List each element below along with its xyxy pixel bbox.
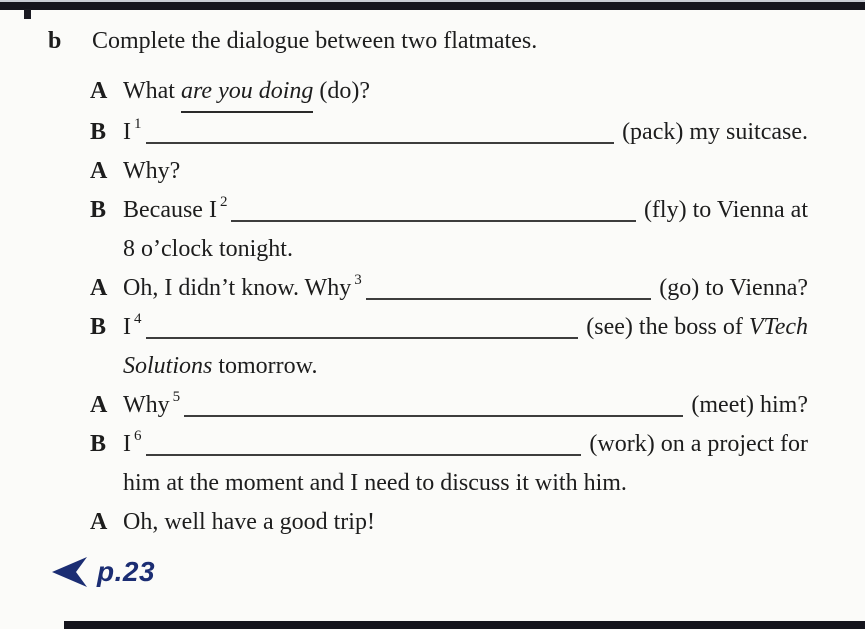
answer-blank — [146, 113, 615, 144]
speaker-label: A — [90, 509, 108, 535]
answer-blank — [231, 191, 635, 222]
page-reference — [50, 556, 155, 588]
dialogue-text: Because I — [123, 197, 217, 223]
exercise-heading — [48, 22, 808, 60]
speaker-label: B — [90, 314, 107, 340]
example-answer: are you doing — [181, 72, 313, 113]
back-arrowhead-icon — [50, 556, 90, 588]
dialogue-text: him at the moment and I need to discuss it with him. — [123, 470, 627, 496]
blank-number: 5 — [172, 389, 181, 405]
exercise-letter: b — [48, 28, 62, 54]
scan-artifact-mark — [24, 9, 31, 19]
dialogue-line — [90, 347, 808, 386]
blank-number: 4 — [134, 311, 142, 327]
speaker-label — [90, 347, 123, 386]
speaker-label: A — [90, 78, 108, 104]
dialogue-text: I — [123, 314, 131, 340]
answer-blank — [146, 425, 582, 456]
dialogue-text: (go) to Vienna? — [659, 275, 808, 301]
answer-blank — [146, 308, 579, 339]
dialogue-text-italic: Solutions — [123, 353, 213, 379]
dialogue-text-italic: VTech — [748, 314, 808, 340]
blank-number: 2 — [219, 194, 228, 210]
dialogue-text: (work) on a project for — [589, 431, 808, 457]
dialogue-line — [90, 152, 808, 191]
speaker-label: B — [90, 431, 107, 457]
dialogue-text: I — [123, 119, 131, 145]
dialogue — [90, 72, 808, 542]
speaker-label: B — [90, 197, 107, 223]
dialogue-text: (see) the boss of — [586, 314, 749, 340]
dialogue-text: What — [123, 78, 181, 104]
speaker-label: A — [90, 392, 108, 418]
dialogue-text: Why — [123, 392, 170, 418]
top-scan-bar — [0, 2, 865, 10]
dialogue-line — [90, 230, 808, 269]
dialogue-line — [90, 269, 808, 308]
dialogue-text: (do)? — [313, 78, 371, 104]
dialogue-text: Oh, I didn’t know. Why — [123, 275, 352, 301]
blank-number: 1 — [134, 116, 142, 132]
answer-blank — [366, 269, 652, 300]
dialogue-line — [90, 503, 808, 542]
dialogue-line — [90, 191, 808, 230]
dialogue-line — [90, 425, 808, 464]
answer-blank — [184, 386, 683, 417]
dialogue-text: Why? — [123, 158, 181, 184]
dialogue-line — [90, 308, 808, 347]
dialogue-line — [90, 113, 808, 152]
speaker-label: B — [90, 119, 107, 145]
exercise-instruction: Complete the dialogue between two flatmates. — [92, 28, 538, 54]
blank-number: 6 — [134, 428, 142, 444]
dialogue-text: (fly) to Vienna at — [643, 197, 808, 223]
dialogue-text: I — [123, 431, 131, 457]
dialogue-line — [90, 386, 808, 425]
dialogue-text: (meet) him? — [691, 392, 808, 418]
dialogue-text: Oh, well have a good trip! — [123, 509, 375, 535]
dialogue-line — [90, 72, 808, 113]
exercise-content — [48, 22, 808, 542]
dialogue-line — [90, 464, 808, 503]
blank-number: 3 — [354, 272, 362, 288]
bottom-scan-bar — [64, 621, 865, 629]
speaker-label: A — [90, 275, 108, 301]
speaker-label: A — [90, 158, 108, 184]
page-ref-label: p.23 — [97, 556, 156, 587]
speaker-label — [90, 230, 123, 269]
speaker-label — [90, 464, 123, 503]
dialogue-text: tomorrow. — [212, 353, 318, 379]
dialogue-text: 8 o’clock tonight. — [123, 236, 293, 262]
dialogue-text: (pack) my suitcase. — [622, 119, 808, 145]
